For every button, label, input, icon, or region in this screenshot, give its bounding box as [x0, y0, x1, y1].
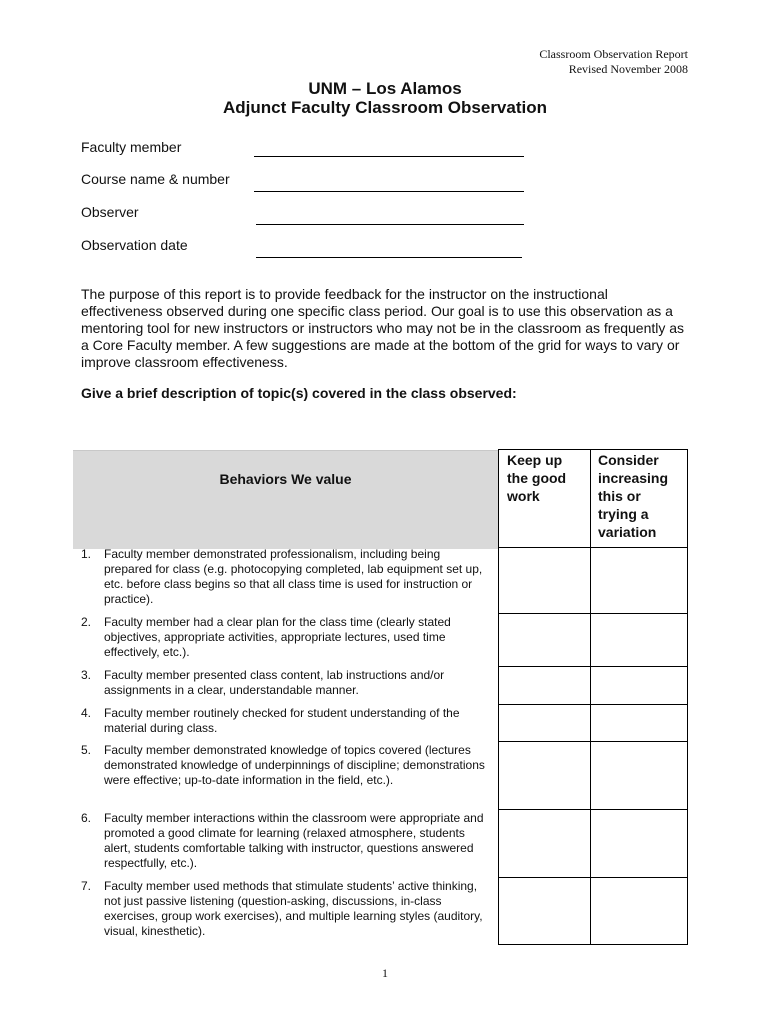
keep-up-header: Keep up the good work: [507, 452, 567, 504]
row-text: Faculty member had a clear plan for the class time (clearly stated objectives, appropriate activities, appropriate lectures, used time effectively, etc.).: [104, 615, 451, 659]
consider-cell-2[interactable]: [591, 614, 687, 666]
consider-cell-6[interactable]: [591, 810, 687, 877]
keep-up-cell-7[interactable]: [499, 878, 590, 944]
observer-label: Observer: [81, 204, 139, 220]
consider-cell-3[interactable]: [591, 667, 687, 704]
behavior-row-5: [81, 743, 491, 788]
revision-date: Revised November 2008: [568, 62, 688, 76]
keep-up-cell-1[interactable]: [499, 548, 590, 613]
keep-up-cell-5[interactable]: [499, 742, 590, 809]
description-prompt: Give a brief description of topic(s) covered in the class observed:: [81, 385, 517, 401]
course-field[interactable]: [254, 191, 524, 192]
row-number: 3.: [81, 668, 92, 682]
consider-cell-4[interactable]: [591, 705, 687, 741]
behavior-row-4: [81, 706, 491, 736]
behavior-row-2: [81, 615, 491, 660]
faculty-member-field[interactable]: [254, 156, 524, 157]
consider-cell-5[interactable]: [591, 742, 687, 809]
row-text: Faculty member demonstrated professionalism, including being prepared for class (e.g. photocopying completed, lab equipment set up, etc. before class begins so that all class time is used for instruction or practice).: [104, 547, 483, 606]
observer-field[interactable]: [256, 224, 524, 225]
row-number: 1.: [81, 547, 92, 561]
behaviors-header: [73, 450, 498, 549]
consider-header: Consider increasing this or trying a variation: [598, 452, 669, 540]
behaviors-header-label: Behaviors We value: [219, 471, 352, 487]
row-number: 4.: [81, 706, 92, 720]
page-title: Adjunct Faculty Classroom Observation: [222, 98, 547, 117]
page-number: 1: [382, 966, 388, 980]
consider-cell-1[interactable]: [591, 548, 687, 613]
behavior-row-3: [81, 668, 491, 698]
grid-line: [498, 944, 688, 945]
observation-date-field[interactable]: [256, 257, 522, 258]
keep-up-cell-2[interactable]: [499, 614, 590, 666]
row-number: 7.: [81, 879, 92, 893]
consider-cell-7[interactable]: [591, 878, 687, 944]
row-text: Faculty member interactions within the classroom were appropriate and promoted a good climate for learning (relaxed atmosphere, students alert, students comfortable talking with instructor, questions answered respectfully, etc.).: [104, 811, 484, 870]
institution-title: UNM – Los Alamos: [308, 79, 462, 98]
grid-line: [498, 449, 688, 450]
grid-line: [687, 449, 688, 945]
keep-up-cell-6[interactable]: [499, 810, 590, 877]
row-number: 2.: [81, 615, 92, 629]
row-text: Faculty member routinely checked for student understanding of the material during class.: [104, 706, 460, 735]
behavior-row-1: [81, 547, 491, 607]
row-text: Faculty member demonstrated knowledge of topics covered (lectures demonstrated knowledge of underpinnings of discipline; demonstrations were effective; up-to-date information in the field, etc.).: [104, 743, 485, 787]
report-name: Classroom Observation Report: [539, 47, 688, 61]
row-text: Faculty member presented class content, lab instructions and/or assignments in a clear, understandable manner.: [104, 668, 445, 697]
keep-up-cell-3[interactable]: [499, 667, 590, 704]
row-text: Faculty member used methods that stimulate students’ active thinking, not just passive listening (question-asking, discussions, in-class exercises, group work exercises), and multiple learning styles (auditory, visual, kinesthetic).: [104, 879, 483, 938]
faculty-member-label: Faculty member: [81, 139, 182, 155]
keep-up-cell-4[interactable]: [499, 705, 590, 741]
behavior-row-7: [81, 879, 491, 939]
observation-date-label: Observation date: [81, 237, 188, 253]
row-number: 5.: [81, 743, 92, 757]
row-number: 6.: [81, 811, 92, 825]
course-label: Course name & number: [81, 171, 230, 187]
behavior-row-6: [81, 811, 491, 871]
purpose-paragraph: The purpose of this report is to provide feedback for the instructor on the instructional effectiveness observed during one specific class period. Our goal is to use this observation as a mentoring tool for new instructors or instructors who may not be in the classroom as frequently as a Core Faculty member. A few suggestions are made at the bottom of the grid for ways to vary or improve classroom effectiveness.: [81, 286, 685, 370]
